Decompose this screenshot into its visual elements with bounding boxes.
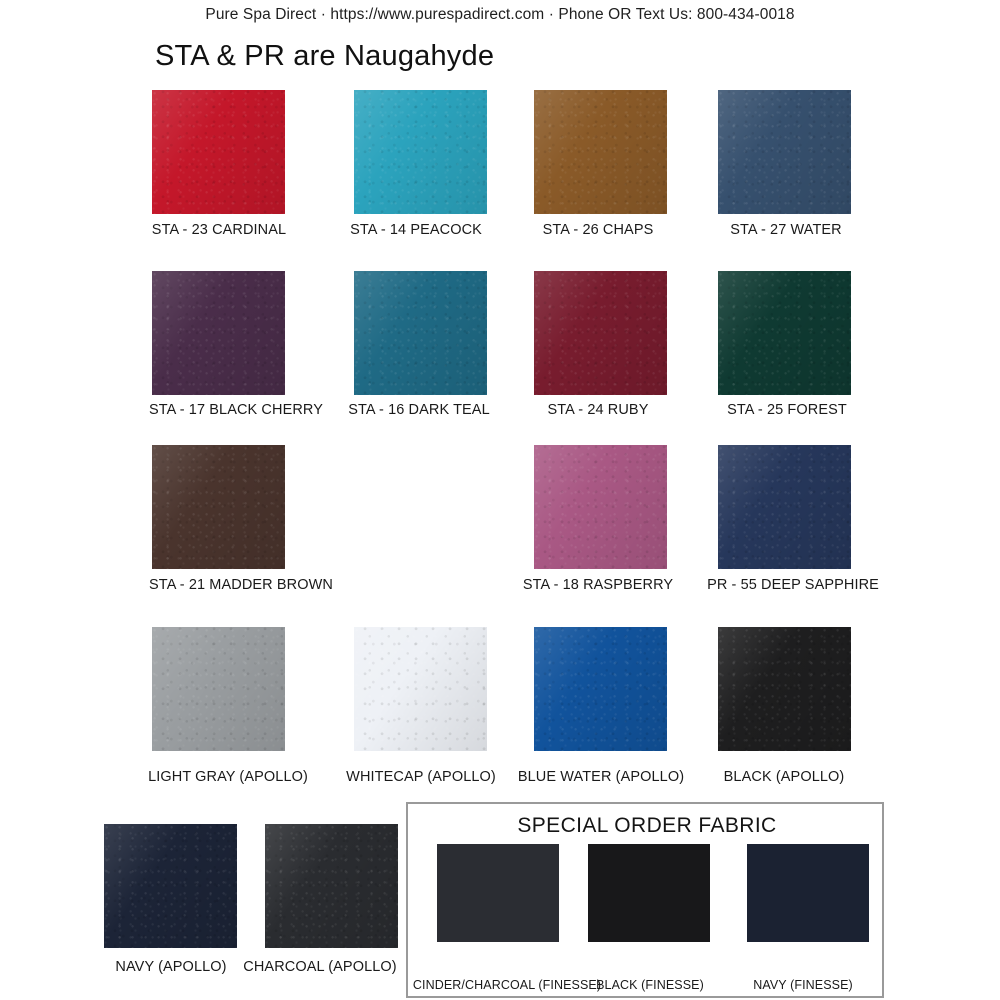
swatch-label: BLUE WATER (APOLLO) — [517, 769, 685, 785]
swatch-sheen-overlay — [354, 271, 487, 395]
special-order-title: SPECIAL ORDER FABRIC — [517, 814, 777, 837]
swatch-label: LIGHT GRAY (APOLLO) — [148, 769, 308, 785]
swatch-label: PR - 55 DEEP SAPPHIRE — [707, 577, 879, 593]
swatch-tile[interactable] — [152, 445, 285, 569]
swatch-tile[interactable] — [534, 627, 667, 751]
swatch-tile[interactable] — [534, 445, 667, 569]
swatch-sheen-overlay — [534, 627, 667, 751]
swatch-sheen-overlay — [534, 90, 667, 214]
swatch-label: BLACK (APOLLO) — [723, 769, 845, 785]
swatch-tile[interactable] — [152, 627, 285, 751]
swatch-label: STA - 25 FOREST — [727, 402, 847, 418]
swatch-label: STA - 27 WATER — [730, 222, 842, 238]
swatch-color-chip — [354, 271, 487, 395]
swatch-color-chip — [718, 271, 851, 395]
swatch-sheen-overlay — [152, 90, 285, 214]
swatch-sheen-overlay — [152, 445, 285, 569]
swatch-color-chip — [534, 90, 667, 214]
swatch-color-chip — [718, 90, 851, 214]
swatch-sheen-overlay — [718, 627, 851, 751]
swatch-color-chip — [534, 627, 667, 751]
swatch-sheen-overlay — [152, 627, 285, 751]
swatch-color-chip — [152, 271, 285, 395]
site-header: Pure Spa Direct · https://www.purespadirect.com · Phone OR Text Us: 800-434-0018 — [205, 6, 795, 23]
swatch-tile[interactable] — [534, 271, 667, 395]
swatch-label: STA - 16 DARK TEAL — [348, 402, 490, 418]
swatch-tile[interactable] — [354, 627, 487, 751]
swatch-sheen-overlay — [718, 271, 851, 395]
swatch-tile[interactable] — [354, 271, 487, 395]
swatch-tile[interactable] — [152, 271, 285, 395]
swatch-color-chip — [152, 627, 285, 751]
swatch-tile[interactable] — [265, 824, 398, 948]
swatch-label: STA - 17 BLACK CHERRY — [148, 402, 324, 418]
swatch-tile[interactable] — [718, 90, 851, 214]
swatch-color-chip — [354, 90, 487, 214]
page-title: STA & PR are Naugahyde — [155, 40, 495, 72]
swatch-color-chip — [104, 824, 237, 948]
swatch-color-chip — [534, 445, 667, 569]
special-order-swatch-chip[interactable] — [437, 844, 559, 942]
special-order-panel — [406, 802, 884, 998]
swatch-tile[interactable] — [718, 627, 851, 751]
swatch-tile[interactable] — [718, 271, 851, 395]
swatch-color-chip — [354, 627, 487, 751]
swatch-label: WHITECAP (APOLLO) — [346, 769, 496, 785]
swatch-label: STA - 14 PEACOCK — [350, 222, 482, 238]
swatch-sheen-overlay — [265, 824, 398, 948]
swatch-label: STA - 24 RUBY — [547, 402, 649, 418]
swatch-color-chip — [265, 824, 398, 948]
special-order-swatch-chip[interactable] — [588, 844, 710, 942]
swatch-sheen-overlay — [718, 90, 851, 214]
special-order-swatch-label: NAVY (FINESSE) — [753, 978, 853, 992]
swatch-sheen-overlay — [534, 445, 667, 569]
swatch-tile[interactable] — [718, 445, 851, 569]
swatch-label: STA - 23 CARDINAL — [151, 222, 287, 238]
swatch-label: STA - 21 MADDER BROWN — [149, 577, 333, 593]
swatch-sheen-overlay — [354, 90, 487, 214]
swatch-color-chip — [534, 271, 667, 395]
swatch-color-chip — [152, 445, 285, 569]
swatch-tile[interactable] — [354, 90, 487, 214]
swatch-label: STA - 18 RASPBERRY — [522, 577, 674, 593]
swatch-label: NAVY (APOLLO) — [115, 959, 227, 975]
special-order-swatch-label: CINDER/CHARCOAL (FINESSE) — [412, 978, 602, 992]
swatch-sheen-overlay — [718, 445, 851, 569]
swatch-tile[interactable] — [534, 90, 667, 214]
swatch-color-chip — [718, 627, 851, 751]
swatch-label: STA - 26 CHAPS — [542, 222, 654, 238]
special-order-swatch-label: BLACK (FINESSE) — [596, 978, 704, 992]
special-order-swatch-chip[interactable] — [747, 844, 869, 942]
swatch-label: CHARCOAL (APOLLO) — [243, 959, 397, 975]
swatch-tile[interactable] — [104, 824, 237, 948]
swatch-color-chip — [152, 90, 285, 214]
swatch-sheen-overlay — [534, 271, 667, 395]
swatch-sheen-overlay — [104, 824, 237, 948]
swatch-sheen-overlay — [354, 627, 487, 751]
swatch-tile[interactable] — [152, 90, 285, 214]
swatch-sheen-overlay — [152, 271, 285, 395]
swatch-color-chip — [718, 445, 851, 569]
